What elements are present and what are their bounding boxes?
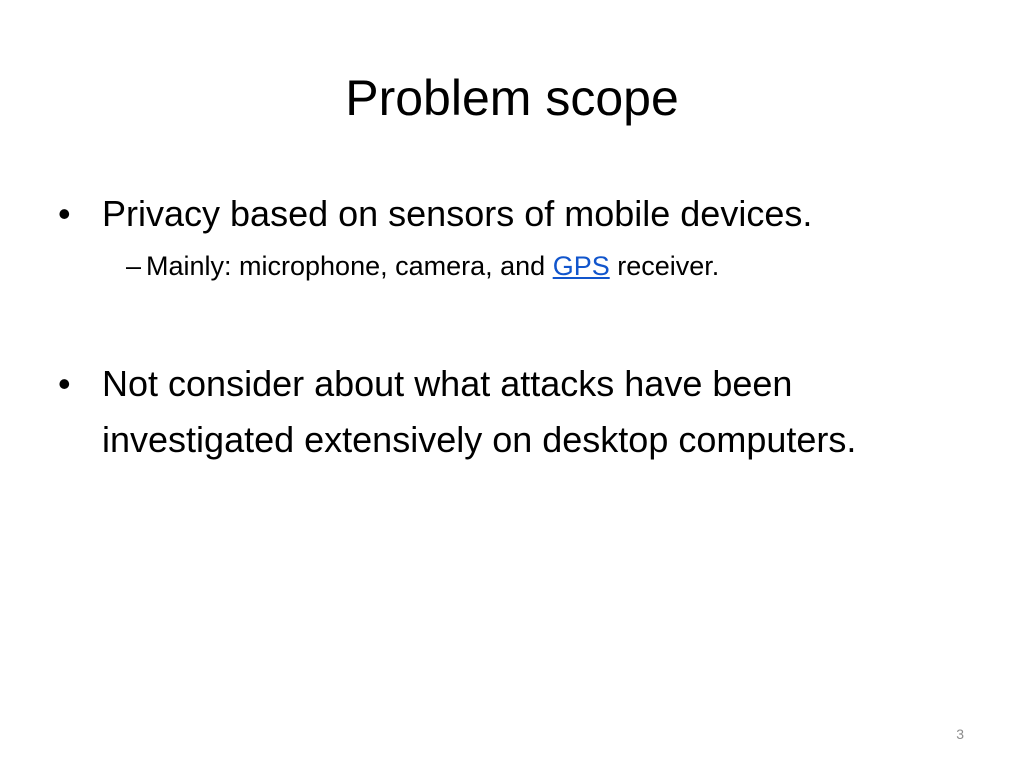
spacer bbox=[58, 286, 958, 356]
page-number: 3 bbox=[956, 726, 964, 742]
bullet-icon: • bbox=[58, 193, 71, 234]
sub-bullet-prefix: Mainly: microphone, camera, and bbox=[146, 251, 553, 281]
bullet-text: Privacy based on sensors of mobile devices. bbox=[102, 193, 813, 234]
bullet-text: Not consider about what attacks have been investigated extensively on desktop computers. bbox=[102, 363, 857, 460]
gps-link[interactable]: GPS bbox=[552, 251, 610, 281]
bullet-icon: • bbox=[58, 363, 71, 404]
bullet-item bbox=[58, 186, 958, 242]
dash-icon: – bbox=[126, 251, 142, 281]
slide-title: Problem scope bbox=[345, 70, 679, 126]
slide-body bbox=[58, 186, 958, 468]
sub-bullet-suffix: receiver. bbox=[609, 251, 720, 281]
sub-bullet-item bbox=[58, 246, 958, 286]
bullet-item bbox=[58, 356, 958, 468]
